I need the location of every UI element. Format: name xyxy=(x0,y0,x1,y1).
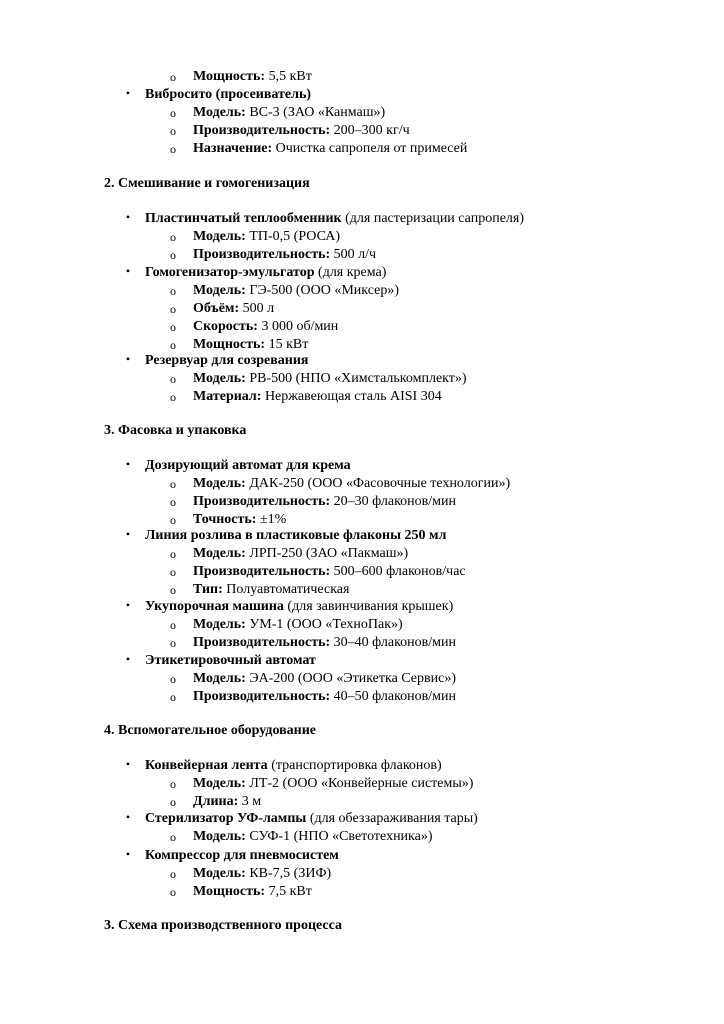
spec-value: 20–30 флаконов/мин xyxy=(330,494,457,509)
spec-value: ГЭ-500 (ООО «Миксер») xyxy=(245,283,399,298)
spec-value: 3 м xyxy=(238,794,262,809)
spec-label: Модель: xyxy=(193,829,246,844)
spec-label: Модель: xyxy=(193,105,246,120)
equipment-item xyxy=(145,352,309,370)
spec-value: КВ-7,5 (ЗИФ) xyxy=(245,866,332,881)
equipment-name: Этикетировочный автомат xyxy=(145,653,316,668)
sub-bullet-marker: o xyxy=(170,477,176,491)
spec-item xyxy=(193,104,385,122)
spec-value: 3 000 об/мин xyxy=(257,319,339,334)
equipment-item xyxy=(145,457,351,475)
spec-value: 5,5 кВт xyxy=(265,69,312,84)
sub-bullet-marker: o xyxy=(170,513,176,527)
spec-value: 30–40 флаконов/мин xyxy=(330,635,457,650)
sub-bullet-marker: o xyxy=(170,583,176,597)
spec-item xyxy=(193,688,456,706)
spec-label: Точность: xyxy=(193,512,257,527)
sub-bullet-marker: o xyxy=(170,636,176,650)
sub-bullet-marker: o xyxy=(170,690,176,704)
sub-bullet-marker: o xyxy=(170,320,176,334)
spec-item xyxy=(193,865,331,883)
sub-bullet-marker: o xyxy=(170,390,176,404)
spec-item xyxy=(193,616,403,634)
spec-label: Скорость: xyxy=(193,319,258,334)
spec-label: Производительность: xyxy=(193,564,331,579)
spec-label: Модель: xyxy=(193,671,246,686)
spec-value: Очистка сапропеля от примесей xyxy=(272,141,468,156)
spec-label: Длина: xyxy=(193,794,239,809)
bullet-marker: • xyxy=(125,652,131,666)
equipment-item xyxy=(145,210,524,228)
equipment-item xyxy=(145,264,386,282)
sub-bullet-marker: o xyxy=(170,230,176,244)
spec-label: Материал: xyxy=(193,389,262,404)
bullet-marker: • xyxy=(125,352,131,366)
sub-bullet-marker: o xyxy=(170,338,176,352)
bullet-marker: • xyxy=(125,598,131,612)
sub-bullet-marker: o xyxy=(170,547,176,561)
section-heading: 4. Вспомогательное оборудование xyxy=(104,723,317,738)
sub-bullet-marker: o xyxy=(170,142,176,156)
spec-value: ЛРП-250 (ЗАО «Пакмаш») xyxy=(245,546,409,561)
spec-label: Модель: xyxy=(193,617,246,632)
equipment-item xyxy=(145,598,453,616)
bullet-marker: • xyxy=(125,810,131,824)
spec-item xyxy=(193,634,456,652)
spec-value: Полуавтоматическая xyxy=(222,582,350,597)
equipment-item xyxy=(145,527,446,545)
sub-bullet-marker: o xyxy=(170,830,176,844)
spec-label: Модель: xyxy=(193,546,246,561)
spec-label: Модель: xyxy=(193,866,246,881)
spec-label: Модель: xyxy=(193,229,246,244)
spec-value: ЛТ-2 (ООО «Конвейерные системы») xyxy=(245,776,474,791)
spec-value: УМ-1 (ООО «ТехноПак») xyxy=(245,617,403,632)
bullet-marker: • xyxy=(125,210,131,224)
spec-item xyxy=(193,370,467,388)
spec-value: 7,5 кВт xyxy=(265,884,312,899)
spec-label: Производительность: xyxy=(193,494,331,509)
spec-label: Модель: xyxy=(193,283,246,298)
equipment-item xyxy=(145,810,478,828)
sub-bullet-marker: o xyxy=(170,885,176,899)
sub-bullet-marker: o xyxy=(170,70,176,84)
sub-bullet-marker: o xyxy=(170,777,176,791)
equipment-item xyxy=(145,757,442,775)
spec-value: ЭА-200 (ООО «Этикетка Сервис») xyxy=(245,671,456,686)
spec-item xyxy=(193,883,312,901)
spec-value: 40–50 флаконов/мин xyxy=(330,689,457,704)
spec-value: 500–600 флаконов/час xyxy=(330,564,466,579)
spec-label: Объём: xyxy=(193,301,240,316)
equipment-item xyxy=(145,652,316,670)
section-heading: 3. Фасовка и упаковка xyxy=(104,423,247,438)
spec-value: ВС-3 (ЗАО «Канмаш») xyxy=(245,105,386,120)
equipment-note: (транспортировка флаконов) xyxy=(267,758,442,773)
spec-item xyxy=(193,493,456,511)
sub-bullet-marker: o xyxy=(170,672,176,686)
spec-item xyxy=(193,581,349,599)
sub-bullet-marker: o xyxy=(170,867,176,881)
spec-label: Производительность: xyxy=(193,689,331,704)
spec-value: 500 л xyxy=(239,301,275,316)
spec-label: Производительность: xyxy=(193,123,331,138)
equipment-name: Конвейерная лента xyxy=(145,758,268,773)
equipment-note: (для завинчивания крышек) xyxy=(283,599,454,614)
spec-item xyxy=(193,282,399,300)
spec-item xyxy=(193,828,433,846)
spec-item xyxy=(193,68,312,86)
bullet-marker: • xyxy=(125,847,131,861)
equipment-name: Линия розлива в пластиковые флаконы 250 мл xyxy=(145,528,447,543)
spec-label: Назначение: xyxy=(193,141,273,156)
equipment-name: Дозирующий автомат для крема xyxy=(145,458,351,473)
spec-value: СУФ-1 (НПО «Светотехника») xyxy=(245,829,433,844)
sub-bullet-marker: o xyxy=(170,106,176,120)
sub-bullet-marker: o xyxy=(170,495,176,509)
spec-item xyxy=(193,775,473,793)
equipment-note: (для пастеризации сапропеля) xyxy=(341,211,525,226)
sub-bullet-marker: o xyxy=(170,248,176,262)
equipment-note: (для крема) xyxy=(314,265,387,280)
sub-bullet-marker: o xyxy=(170,124,176,138)
spec-value: ±1% xyxy=(256,512,287,527)
equipment-item xyxy=(145,86,311,104)
sub-bullet-marker: o xyxy=(170,284,176,298)
spec-label: Мощность: xyxy=(193,337,266,352)
spec-label: Модель: xyxy=(193,776,246,791)
sub-bullet-marker: o xyxy=(170,795,176,809)
spec-label: Мощность: xyxy=(193,69,266,84)
equipment-name: Вибросито (просеиватель) xyxy=(145,87,312,102)
spec-item xyxy=(193,318,338,336)
spec-label: Производительность: xyxy=(193,247,331,262)
equipment-name: Пластинчатый теплообменник xyxy=(145,211,342,226)
bullet-marker: • xyxy=(125,527,131,541)
spec-item xyxy=(193,475,510,493)
sub-bullet-marker: o xyxy=(170,565,176,579)
spec-value: 500 л/ч xyxy=(330,247,377,262)
section-heading: 2. Смешивание и гомогенизация xyxy=(104,176,310,191)
spec-label: Модель: xyxy=(193,476,246,491)
spec-item xyxy=(193,388,442,406)
sub-bullet-marker: o xyxy=(170,618,176,632)
bullet-marker: • xyxy=(125,86,131,100)
spec-label: Модель: xyxy=(193,371,246,386)
spec-item xyxy=(193,140,467,158)
sub-bullet-marker: o xyxy=(170,372,176,386)
equipment-name: Укупорочная машина xyxy=(145,599,284,614)
spec-value: 15 кВт xyxy=(265,337,309,352)
spec-item xyxy=(193,246,376,264)
spec-item xyxy=(193,300,274,318)
equipment-name: Стерилизатор УФ-лампы xyxy=(145,811,307,826)
equipment-name: Резервуар для созревания xyxy=(145,353,309,368)
spec-value: ТП-0,5 (РОСА) xyxy=(245,229,340,244)
spec-label: Мощность: xyxy=(193,884,266,899)
spec-item xyxy=(193,563,466,581)
spec-value: ДАК-250 (ООО «Фасовочные технологии») xyxy=(245,476,511,491)
spec-label: Тип: xyxy=(193,582,223,597)
spec-item xyxy=(193,228,340,246)
spec-item xyxy=(193,670,456,688)
bullet-marker: • xyxy=(125,457,131,471)
spec-value: Нержавеющая сталь AISI 304 xyxy=(261,389,442,404)
spec-item xyxy=(193,545,408,563)
equipment-name: Компрессор для пневмосистем xyxy=(145,848,339,863)
bullet-marker: • xyxy=(125,757,131,771)
spec-item xyxy=(193,793,261,811)
bullet-marker: • xyxy=(125,264,131,278)
equipment-note: (для обеззараживания тары) xyxy=(306,811,478,826)
sub-bullet-marker: o xyxy=(170,302,176,316)
equipment-item xyxy=(145,847,339,865)
spec-label: Производительность: xyxy=(193,635,331,650)
section-heading: 3. Схема производственного процесса xyxy=(104,918,343,933)
equipment-name: Гомогенизатор-эмульгатор xyxy=(145,265,315,280)
spec-item xyxy=(193,122,410,140)
spec-value: 200–300 кг/ч xyxy=(330,123,410,138)
spec-value: РВ-500 (НПО «Химсталькомплект») xyxy=(245,371,467,386)
